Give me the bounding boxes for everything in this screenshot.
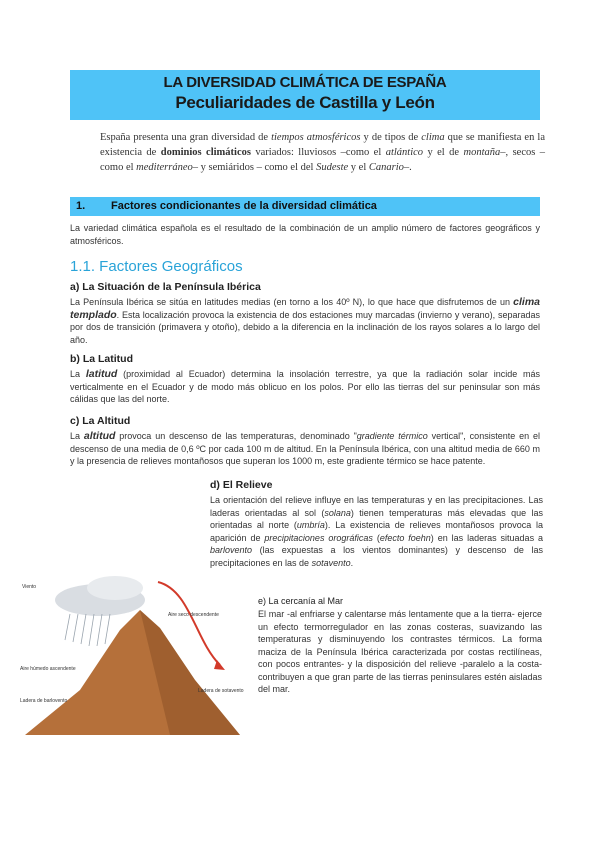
intro-paragraph: España presenta una gran diversidad de tiempos atmosféricos y de tipos de clima que se manifiesta en la existencia de dominios climáticos variados: lluviosos –como el atlántico y el de montaña–, secos – como el mediterráneo– y semiáridos – como el del Sudeste y el Canario–. bbox=[100, 132, 545, 173]
document-title: LA DIVERSIDAD CLIMÁTICA DE ESPAÑA bbox=[163, 74, 447, 91]
label-wind: Viento bbox=[22, 584, 37, 590]
heading-cercania-mar: e) La cercanía al Mar bbox=[258, 596, 344, 606]
paragraph-latitud: La latitud (proximidad al Ecuador) determina la insolación terrestre, ya que la radiación solar incide más verticalmente en el Ecuador y de modo más oblicuo en los polos. Por ello las tierras del sur peninsular son más cálidas que las del norte. bbox=[70, 368, 541, 404]
heading-situacion: a) La Situación de la Península Ibérica bbox=[70, 281, 261, 293]
label-dry-air: Aire seco descendente bbox=[168, 612, 219, 618]
label-windward: Ladera de barlovento bbox=[20, 698, 68, 704]
paragraph-relieve: La orientación del relieve influye en las temperaturas y en las precipitaciones. Las laderas orientadas al sol (solana) tienen temperaturas más elevadas que las orientadas al norte (umbría). La existencia de relieves montañosos provoca la aparición de precipitaciones orográficas (efecto foehn) en las laderas situadas a barlovento (las expuestas a los vientos dominantes) y descenso de las precipitaciones en las de sotavento. bbox=[210, 495, 544, 568]
heading-altitud: c) La Altitud bbox=[70, 415, 131, 427]
section-heading-factores bbox=[70, 197, 540, 216]
cloud-shape-top bbox=[87, 576, 143, 600]
section-title: Factores condicionantes de la diversidad climática bbox=[111, 200, 377, 212]
paragraph-cercania-mar: El mar -al enfriarse y calentarse más lentamente que a la tierra- ejerce un efecto termorregulador en las zonas costeras, suavizando las temperaturas y disminuyendo los contrastes térmicos. La forma maciza de la Península Ibérica caracterizada por costas rectilíneas, con pocos entrantes- y la disposición del relieve -paralelo a la costa- contribuyen a que gran parte de las tierras peninsulares estén aisladas del mar. bbox=[258, 609, 542, 694]
title-banner bbox=[70, 70, 540, 120]
heading-latitud: b) La Latitud bbox=[70, 353, 133, 365]
rain-lines bbox=[65, 614, 110, 646]
document-subtitle: Peculiaridades de Castilla y León bbox=[175, 93, 435, 112]
section-intro-text: La variedad climática española es el resultado de la combinación de un amplio número de factores geográficos y atmosféricos. bbox=[70, 223, 540, 246]
label-leeward: Ladera de sotavento bbox=[198, 688, 244, 694]
paragraph-altitud: La altitud provoca un descenso de las temperaturas, denominado "gradiente térmico vertical", consistente en el descenso de una media de 0,6 ºC por cada 100 m de altitud. En la Península Ibérica, con una altitud media de 660 m y la presencia de relieves montañosos que superan los 1000 m, este gradiente térmico se hace patente. bbox=[70, 430, 540, 466]
section-number: 1. bbox=[76, 200, 86, 212]
paragraph-situacion: La Península Ibérica se sitúa en latitudes medias (en torno a los 40º N), lo que hace que disfrutemos de un clima templado. Esta localización provoca la existencia de dos estaciones muy marcadas (invierno y verano), separadas por dos de transición (primavera y otoño), debido a la diferencia en la inclinación de los rayos solares a lo largo del año. bbox=[70, 296, 540, 345]
label-humid-air: Aire húmedo ascendente bbox=[20, 666, 76, 672]
heading-relieve: d) El Relieve bbox=[210, 479, 273, 491]
heading-factores-geograficos: 1.1. Factores Geográficos bbox=[70, 258, 243, 275]
foehn-effect-illustration bbox=[20, 570, 245, 740]
